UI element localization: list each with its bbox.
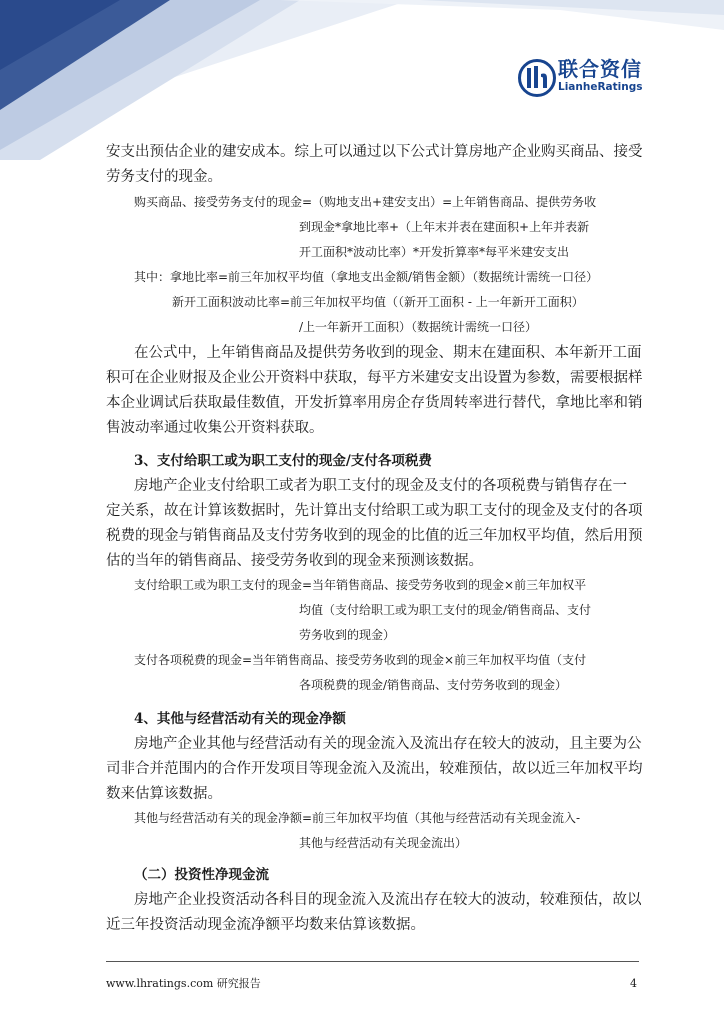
paragraph-line: 房地产企业其他与经营活动有关的现金流入及流出存在较大的波动，且主要为公: [134, 736, 642, 752]
formula-line: 劳务收到的现金）: [299, 628, 396, 642]
paragraph-line: 安支出预估企业的建安成本。综上可以通过以下公式计算房地产企业购买商品、接受: [106, 144, 643, 160]
section-heading: 4、其他与经营活动有关的现金净额: [134, 711, 346, 727]
formula-line: 到现金*拿地比率+（上年末并表在建面积+上年并表新: [299, 220, 590, 234]
formula-line: 均值（支付给职工或为职工支付的现金/销售商品、支付: [299, 603, 592, 617]
footer-divider: [106, 961, 639, 962]
section-heading: （二）投资性净现金流: [134, 867, 269, 883]
lianhe-logo-icon: [517, 58, 557, 98]
formula-line: /上一年新开工面积）（数据统计需统一口径）: [299, 320, 538, 334]
paragraph-line: 司非合并范围内的合作开发项目等现金流入及流出，较难预估，故以近三年加权平均: [106, 761, 643, 777]
paragraph-line: 税费的现金与销售商品及支付劳务收到的现金的比值的近三年加权平均值，然后用预: [106, 528, 643, 544]
brand-logo: [517, 58, 647, 98]
formula-line: 其中：拿地比率=前三年加权平均值（拿地支出金额/销售金额）（数据统计需统一口径）: [134, 270, 599, 284]
logo-chinese-name: 联合资信: [558, 57, 642, 81]
formula-line: 支付各项税费的现金=当年销售商品、接受劳务收到的现金×前三年加权平均值（支付: [134, 653, 587, 667]
formula-line: 开工面积*波动比率）*开发折算率*每平米建安支出: [299, 245, 570, 259]
formula-line: 新开工面积波动比率=前三年加权平均值（（新开工面积 - 上一年新开工面积）: [172, 295, 584, 309]
paragraph-line: 劳务支付的现金。: [106, 169, 222, 185]
formula-line: 支付给职工或为职工支付的现金=当年销售商品、接受劳务收到的现金×前三年加权平: [134, 578, 587, 592]
paragraph-line: 积可在企业财报及企业公开资料中获取，每平方米建安支出设置为参数，需要根据样: [106, 370, 643, 386]
formula-line: 其他与经营活动有关的现金净额=前三年加权平均值（其他与经营活动有关现金流入-: [134, 811, 581, 825]
paragraph-line: 估的当年的销售商品、接受劳务收到的现金来预测该数据。: [106, 553, 483, 569]
formula-line: 其他与经营活动有关现金流出）: [299, 836, 468, 850]
paragraph-line: 售波动率通过收集公开资料获取。: [106, 420, 324, 436]
paragraph-line: 房地产企业投资活动各科目的现金流入及流出存在较大的波动，较难预估，故以: [134, 892, 642, 908]
logo-english-name: LianheRatings: [558, 81, 643, 93]
paragraph-line: 在公式中，上年销售商品及提供劳务收到的现金、期末在建面积、本年新开工面: [134, 345, 642, 361]
paragraph-line: 近三年投资活动现金流净额平均数来估算该数据。: [106, 917, 425, 933]
section-heading: 3、支付给职工或为职工支付的现金/支付各项税费: [134, 453, 432, 469]
paragraph-line: 本企业调试后获取最佳数值，开发折算率用房企存货周转率进行替代，拿地比率和销: [106, 395, 643, 411]
formula-line: 购买商品、接受劳务支付的现金=（购地支出+建安支出）=上年销售商品、提供劳务收: [134, 195, 597, 209]
formula-line: 各项税费的现金/销售商品、支付劳务收到的现金）: [299, 678, 568, 692]
page-number: 4: [630, 977, 637, 990]
paragraph-line: 定关系，故在计算该数据时，先计算出支付给职工或为职工支付的现金及支付的各项: [106, 503, 643, 519]
paragraph-line: 数来估算该数据。: [106, 786, 222, 802]
paragraph-line: 房地产企业支付给职工或者为职工支付的现金及支付的各项税费与销售存在一: [134, 478, 627, 494]
footer-site-link[interactable]: www.lhratings.com 研究报告: [106, 977, 261, 990]
